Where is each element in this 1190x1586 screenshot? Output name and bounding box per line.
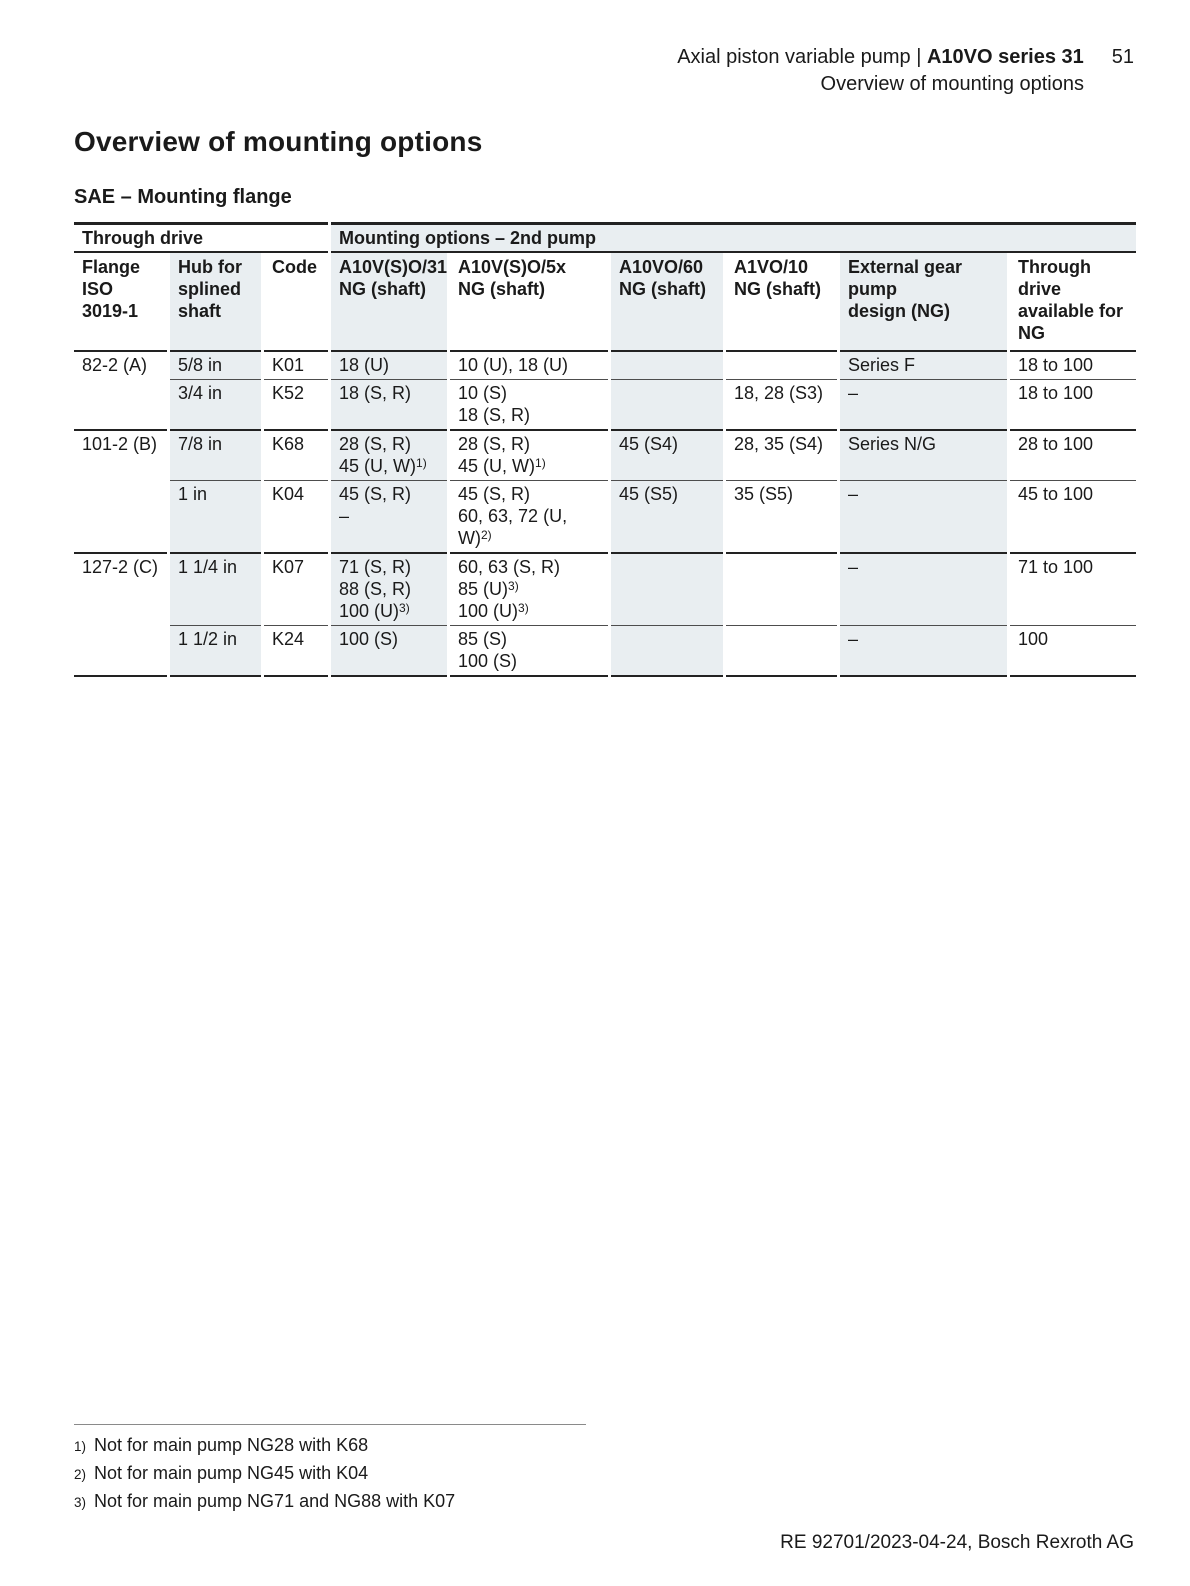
table-row-k04	[74, 480, 1136, 552]
col-header-a10vo60: A10VO/60 NG (shaft)	[611, 253, 723, 352]
cell-a10vo60: 45 (S5)	[611, 480, 723, 552]
cell-a1vo10: 18, 28 (S3)	[726, 379, 837, 429]
cell-a10vo60	[611, 552, 723, 625]
cell-hub: 1 in	[170, 480, 261, 552]
footnote-text: Not for main pump NG71 and NG88 with K07	[94, 1491, 456, 1511]
table-row-k24	[74, 625, 1136, 677]
mounting-options-table	[71, 222, 1139, 677]
cell-a1vo10: 28, 35 (S4)	[726, 429, 837, 480]
cell-through-drive-available: 71 to 100	[1010, 552, 1136, 625]
cell-external-gear: –	[840, 379, 1007, 429]
col-header-a10vso5x: A10V(S)O/5x NG (shaft)	[450, 253, 608, 352]
cell-hub: 7/8 in	[170, 429, 261, 480]
footnote-ref: 1)	[416, 456, 427, 470]
cell-external-gear: Series F	[840, 352, 1007, 379]
footnote-mark: 3)	[74, 1495, 87, 1510]
cell-a10vso5x: 45 (S, R) 60, 63, 72 (U, W)$^{2)}$	[450, 480, 608, 552]
table-row-k01	[74, 352, 1136, 379]
cell-a10vo60	[611, 379, 723, 429]
cell-external-gear: Series N/G	[840, 429, 1007, 480]
cell-a10vso31: 18 (S, R)	[331, 379, 447, 429]
cell-a10vso31: 18 (U)	[331, 352, 447, 379]
cell-a10vso31: 100 (S)	[331, 625, 447, 677]
footnote-text: Not for main pump NG45 with K04	[94, 1463, 369, 1483]
page-number: 51	[1111, 46, 1134, 68]
cell-code: K07	[264, 552, 328, 625]
cell-a10vso5x: 85 (S) 100 (S)	[450, 625, 608, 677]
cell-a1vo10	[726, 552, 837, 625]
cell-flange: 82-2 (A)	[82, 355, 148, 375]
cell-hub: 5/8 in	[170, 352, 261, 379]
cell-flange: 127-2 (C)	[74, 552, 167, 677]
page-title: Overview of mounting options	[74, 126, 483, 157]
product-series: A10VO series 31	[926, 46, 1084, 68]
cell-a10vso31: 71 (S, R) 88 (S, R) 100 (U)$^{3)}$	[331, 552, 447, 625]
footnote-text: Not for main pump NG28 with K68	[94, 1435, 369, 1455]
cell-through-drive-available: 28 to 100	[1010, 429, 1136, 480]
page-header	[677, 44, 1134, 98]
cell-a10vso5x: 60, 63 (S, R) 85 (U)$^{3)}$ 100 (U)$^{3)}$	[450, 552, 608, 625]
footnote-rule	[74, 1424, 586, 1425]
footnote-mark: 2)	[74, 1467, 87, 1482]
col-header-flange: Flange ISO 3019-1	[74, 253, 167, 352]
cell-through-drive-available: 45 to 100	[1010, 480, 1136, 552]
cell-code: K52	[264, 379, 328, 429]
cell-a10vso5x: 10 (S) 18 (S, R)	[450, 379, 608, 429]
cell-a10vso5x: 10 (U), 18 (U)	[458, 355, 569, 375]
footnote-ref: 1)	[535, 456, 546, 470]
cell-a10vso5x: 28 (S, R) 45 (U, W)$^{1)}$	[450, 429, 608, 480]
group-header-mounting-options: Mounting options – 2nd pump	[331, 222, 1136, 253]
cell-flange: 101-2 (B)	[74, 429, 167, 552]
col-header-code: Code	[264, 253, 328, 352]
footnote-item	[74, 1460, 634, 1488]
cell-through-drive-available: 100	[1010, 625, 1136, 677]
page-header-section: Overview of mounting options	[820, 73, 1084, 95]
footnote-ref: 3)	[399, 601, 410, 615]
footnote-mark: 1)	[74, 1439, 87, 1454]
cell-code: K24	[264, 625, 328, 677]
table-row-k52	[74, 379, 1136, 429]
table-row-k68	[74, 429, 1136, 480]
footnote-item	[74, 1488, 634, 1516]
product-name: Axial piston variable pump |	[677, 46, 927, 68]
footnote-ref: 3)	[508, 579, 519, 593]
col-header-external-gear-pump: External gear pump design (NG)	[840, 253, 1007, 352]
cell-hub: 1 1/2 in	[170, 625, 261, 677]
col-header-hub: Hub for splined shaft	[170, 253, 261, 352]
cell-a10vo60	[611, 625, 723, 677]
cell-code: K01	[272, 355, 305, 375]
footnotes-block	[74, 1424, 634, 1516]
cell-external-gear: –	[840, 625, 1007, 677]
page-header-line1	[677, 44, 1134, 71]
table-group-header-row	[74, 222, 1136, 253]
group-header-through-drive: Through drive	[74, 222, 328, 253]
footnote-ref: 3)	[518, 601, 529, 615]
cell-through-drive-available: 18 to 100	[1018, 355, 1094, 375]
cell-a1vo10: 35 (S5)	[726, 480, 837, 552]
cell-a10vso31: 45 (S, R) –	[331, 480, 447, 552]
cell-a10vo60	[611, 352, 723, 379]
cell-a10vso31: 28 (S, R) 45 (U, W)$^{1)}$	[331, 429, 447, 480]
cell-hub: 1 1/4 in	[170, 552, 261, 625]
cell-a1vo10	[726, 625, 837, 677]
page-footer: RE 92701/2023-04-24, Bosch Rexroth AG	[780, 1532, 1134, 1553]
cell-code: K04	[264, 480, 328, 552]
cell-external-gear: –	[840, 480, 1007, 552]
cell-code: K68	[264, 429, 328, 480]
cell-hub: 3/4 in	[170, 379, 261, 429]
cell-external-gear: –	[840, 552, 1007, 625]
footnote-item	[74, 1432, 634, 1460]
col-header-a1vo10: A1VO/10 NG (shaft)	[726, 253, 837, 352]
col-header-a10vso31: A10V(S)O/31 NG (shaft)	[331, 253, 447, 352]
footnote-ref: 2)	[480, 528, 492, 542]
table-row-k07	[74, 552, 1136, 625]
cell-a1vo10	[726, 352, 837, 379]
cell-a10vo60: 45 (S4)	[611, 429, 723, 480]
table-title: SAE – Mounting flange	[74, 186, 292, 208]
table-column-header-row	[74, 253, 1136, 352]
cell-through-drive-available: 18 to 100	[1010, 379, 1136, 429]
col-header-through-drive-available: Through drive available for NG	[1010, 253, 1136, 352]
